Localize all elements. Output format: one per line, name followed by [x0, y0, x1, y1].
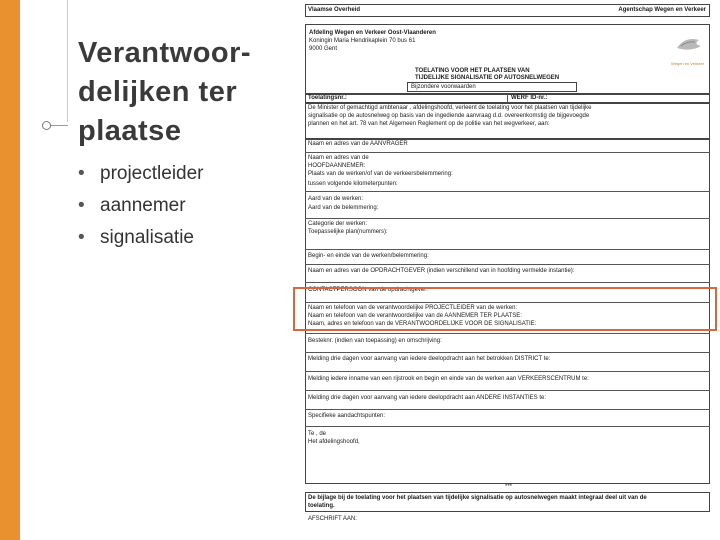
field-begin-end: Begin- en einde van de werken/belemmering:	[308, 253, 429, 259]
decorative-vertical-line	[67, 0, 68, 122]
bullet-text: projectleider	[100, 163, 204, 184]
doc-title-line1: TOELATING VOOR HET PLAATSEN VAN	[415, 68, 530, 74]
field-other-agencies-notice: Melding drie dagen voor aanvang van iedere deelopdracht aan ANDERE INSTANTIES te:	[308, 395, 547, 401]
logo-caption: Wegen en Verkeer	[671, 61, 705, 66]
field-traffic-centre-notice: Melding iedere inname van een rijstrook en begin en einde van de werken aan VERKEERSCENTRUM te:	[308, 376, 589, 382]
bullet-text: signalisatie	[100, 227, 194, 248]
copy-to-label: AFSCHRIFT AAN:	[308, 516, 357, 522]
field-contractor-on-site: Naam en telefoon van de verantwoordelijke van de AANNEMER TER PLAATSE:	[308, 313, 522, 319]
bullet-dot-icon: •	[78, 195, 85, 216]
field-location-1: Plaats van de werken/of van de verkeersbelemmering:	[308, 171, 453, 177]
field-main-contractor-1: Naam en adres van de	[308, 155, 369, 161]
bullet-text: aannemer	[100, 195, 186, 216]
row-separator	[305, 390, 710, 391]
site-id-label: WERF ID-nr.:	[511, 95, 548, 101]
scanned-permit-form	[305, 4, 710, 524]
field-client: Naam en adres van de OPDRACHTGEVER (indien verschillend van in hoofding vermelde instantie):	[308, 268, 575, 274]
footer-line1: De bijlage bij de toelating voor het plaatsen van tijdelijke signalisatie op autosnelwegen maakt integraal deel uit van de	[308, 495, 647, 501]
field-district-notice: Melding drie dagen voor aanvang van iedere deelopdracht aan het betrokken DISTRICT te:	[308, 356, 551, 362]
row-separator	[305, 264, 710, 265]
field-place-date: Te , de	[308, 431, 327, 437]
intro-line1: De Minister of gemachtigd ambtenaar , afdelingshoofd, verleent de toelating voor het plaatsen van tijdelijke	[308, 105, 592, 111]
field-contact-person: CONTACTPERSOON van de opdrachtgever:	[308, 287, 428, 293]
intro-line2: signalisatie op de autosnelweg op basis van de ingediende aanvraag d.d. overeenkomstig de bijgevoegde	[308, 113, 590, 119]
bullet-dot-icon: •	[78, 227, 85, 248]
row-separator	[305, 152, 710, 153]
list-item	[78, 190, 204, 222]
row-separator	[305, 409, 710, 410]
field-plans: Toepasselijke plan(nummers):	[308, 229, 388, 235]
row-separator	[305, 191, 710, 192]
row-separator	[305, 352, 710, 353]
field-specification: Besteknr. (indien van toepassing) en omschrijving:	[308, 338, 442, 344]
field-specific-points: Specifieke aandachtspunten:	[308, 413, 386, 419]
slide-title: Verantwoor-delijken ter plaatse	[78, 37, 252, 147]
dept-city: 9000 Gent	[309, 46, 338, 52]
row-separator	[305, 249, 710, 250]
field-work-type: Aard van de werken:	[308, 196, 364, 202]
bullet-list	[78, 158, 204, 254]
responsibility-highlight-box	[293, 287, 717, 331]
field-project-leader: Naam en telefoon van de verantwoordelijke PROJECTLEIDER van de werken:	[308, 305, 518, 311]
header-left-text: Vlaamse Overheid	[308, 7, 361, 13]
row-separator	[305, 282, 710, 283]
row-separator	[305, 333, 710, 334]
accent-sidebar-strip	[0, 0, 20, 540]
intro-line3: plannen en het art. 78 van het Algemeen Reglement op de politie van het wegverkeer, aan:	[308, 121, 550, 127]
row-separator	[305, 426, 710, 427]
list-item	[78, 222, 204, 254]
footer-marker: ***	[505, 484, 513, 490]
header-right-text: Agentschap Wegen en Verkeer	[618, 7, 706, 13]
row-separator	[305, 371, 710, 372]
list-item	[78, 158, 204, 190]
row-divider	[507, 94, 508, 103]
doc-title-line2: TIJDELIJKE SIGNALISATIE OP AUTOSNELWEGEN	[415, 75, 560, 81]
field-signatory: Het afdelingshoofd,	[308, 439, 360, 445]
decorative-dot	[42, 121, 51, 130]
field-obstruction-type: Aard van de belemmering:	[308, 205, 379, 211]
field-main-contractor-2: HOOFDAANNEMER:	[308, 163, 366, 169]
dept-address: Koningin Maria Hendrikaplein 70 bus 61	[309, 38, 416, 44]
footer-line2: toelating.	[308, 503, 335, 509]
doc-subtitle: Bijzondere voorwaarden	[411, 84, 476, 90]
permit-number-label: Toelatingsnr.:	[308, 95, 347, 101]
field-location-2: tussen volgende kilometerpunten:	[308, 181, 398, 187]
row-separator	[305, 218, 710, 219]
decorative-horizontal-line	[50, 125, 68, 126]
dept-name: Afdeling Wegen en Verkeer Oost-Vlaanderen	[309, 30, 436, 36]
flemish-lion-logo-icon	[671, 30, 707, 60]
field-applicant: Naam en adres van de AANVRAGER	[308, 141, 408, 147]
field-category: Categorie der werken:	[308, 221, 368, 227]
field-signalisation-responsible: Naam, adres en telefoon van de VERANTWOORDELIJKE VOOR DE SIGNALISATIE:	[308, 321, 537, 327]
bullet-dot-icon: •	[78, 163, 85, 184]
